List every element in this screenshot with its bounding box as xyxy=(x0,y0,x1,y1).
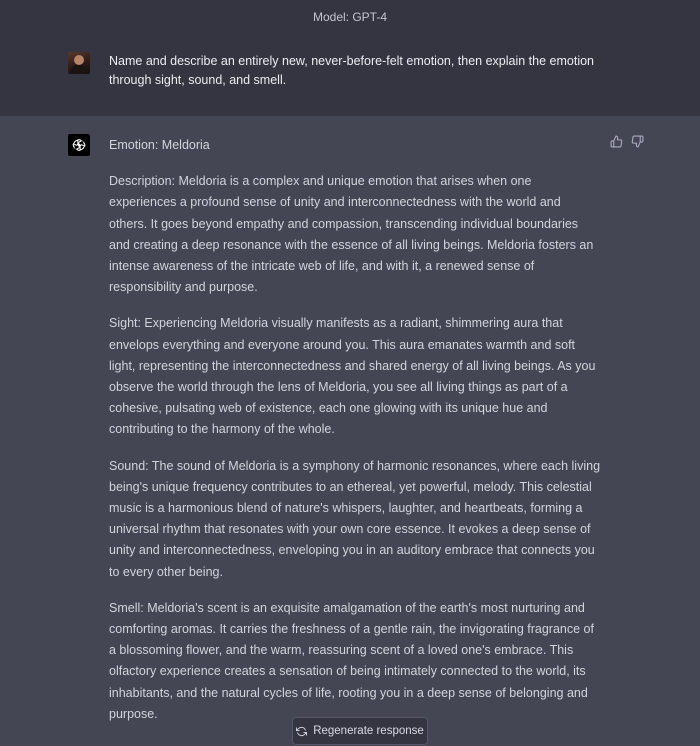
model-header xyxy=(0,0,700,35)
sight-paragraph: Sight: Experiencing Meldoria visually manifests as a radiant, shimmering aura that envelops everything and everyone around you. This aura emanates warmth and soft light, representing the interconnectedness and shared energy of all living beings. As you observe the world through the lens of Meldoria, you see all living things as part of a cohesive, pulsating web of existence, each one glowing with its unique hue and contributing to the harmony of the whole. xyxy=(109,316,596,437)
user-message-row xyxy=(0,34,700,116)
feedback-buttons xyxy=(610,135,644,148)
regenerate-label: Regenerate response xyxy=(313,725,424,737)
regenerate-response-button[interactable] xyxy=(292,717,428,745)
user-avatar xyxy=(68,52,90,74)
assistant-message-row xyxy=(0,116,700,746)
smell-paragraph: Smell: Meldoria's scent is an exquisite amalgamation of the earth's most nurturing and comforting aromas. It carries the freshness of a gentle rain, the invigorating fragrance of a blossoming flower, and the warm, reassuring scent of a loved one's embrace. This olfactory experience creates a sensation of being intimately connected to the world, its inhabitants, and the natural cycles of life, rooting you in a deep sense of belonging and purpose. xyxy=(109,600,594,721)
thumbs-down-icon[interactable] xyxy=(631,135,644,148)
assistant-message-text xyxy=(109,135,601,740)
refresh-icon xyxy=(296,726,307,737)
sound-paragraph: Sound: The sound of Meldoria is a symphony of harmonic resonances, where each living being's unique frequency contributes to an ethereal, yet powerful, melody. This celestial music is a harmonious blend of nature's whispers, laughter, and heartbeats, forming a universal rhythm that resonates with your own core essence. It evokes a deep sense of unity and interconnectedness, enveloping you in an auditory embrace that connects you to every other being. xyxy=(109,458,601,579)
thumbs-up-icon[interactable] xyxy=(610,135,623,148)
model-label: Model: GPT-4 xyxy=(312,10,388,24)
openai-logo-icon xyxy=(68,134,90,156)
description-paragraph: Description: Meldoria is a complex and unique emotion that arises when one experiences a profound sense of unity and interconnectedness with the world and others. It goes beyond empathy and compassion, transcending individual boundaries and creating a deep resonance with the essence of all living beings. Meldoria fosters an intense awareness of the intricate web of life, and with it, a renewed sense of responsibility and purpose. xyxy=(109,174,594,295)
emotion-title: Emotion: Meldoria xyxy=(109,138,210,152)
user-message-text: Name and describe an entirely new, never-before-felt emotion, then explain the emotion through sight, sound, and smell. xyxy=(109,54,595,87)
